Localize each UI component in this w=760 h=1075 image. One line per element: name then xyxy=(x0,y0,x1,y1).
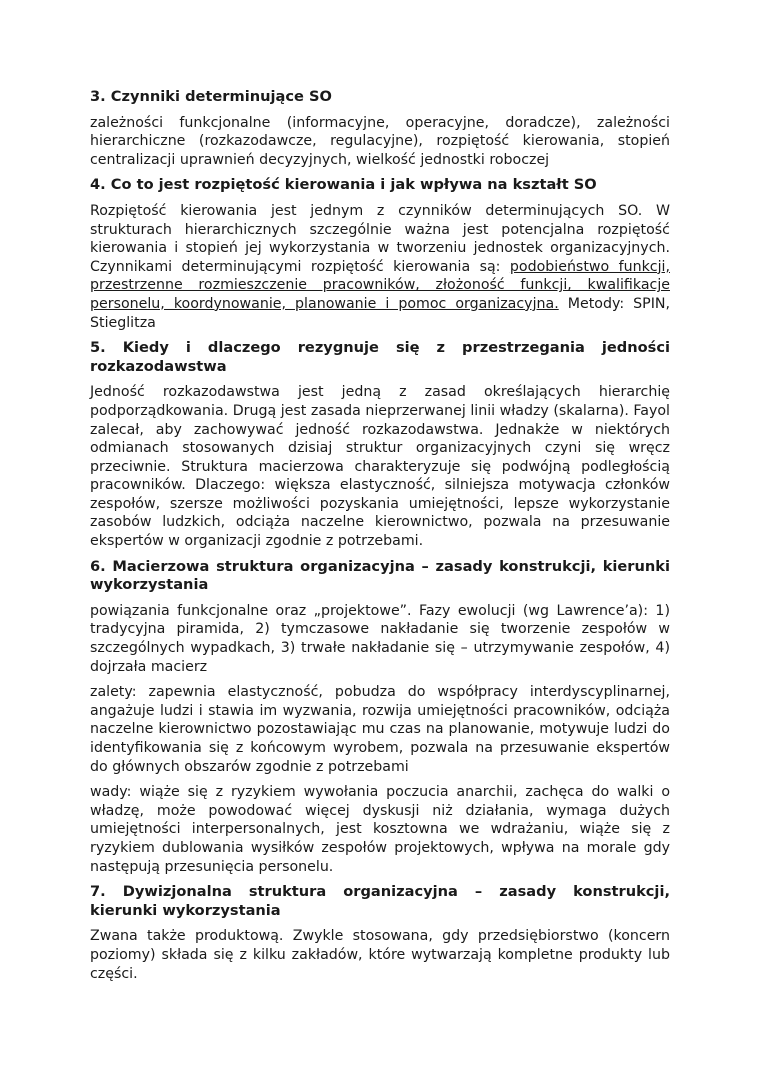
advantages-paragraph: zalety: zapewnia elastyczność, pobudza do współpracy interdyscyplinarnej, angażuje ludzi i stawia im wyzwania, rozwija umiejętności pracowników, odciąża naczelne kierownictwo pozostawiając mu czas na planowanie, motywuje ludzi do identyfikowania się z końcowym wyrobem, pozwala na przesuwanie ekspertów do głównych obszarów zgodnie z potrzebami xyxy=(90,684,670,775)
section-heading: 3. Czynniki determinujące SO xyxy=(90,88,332,105)
section-3 xyxy=(90,88,670,169)
section-7 xyxy=(90,883,670,983)
section-paragraph xyxy=(90,202,670,332)
section-5 xyxy=(90,339,670,551)
section-heading: 7. Dywizjonalna struktura organizacyjna – zasady konstrukcji, kierunki wykorzystania xyxy=(90,883,670,919)
underlined-factors: podobieństwo funkcji, przestrzenne rozmieszczenie pracowników, złożoność funkcji, kwalifikacje personelu, koordynowanie, planowanie i pomoc organizacyjna. xyxy=(90,258,670,312)
paragraph-intro: Rozpiętość kierowania jest jednym z czynników determinujących SO. W strukturach hierarchicznych szczególnie ważna jest potencjalna rozpiętość kierowania i stopień jej wykorzystania w tworzeniu jednostek organizacyjnych. Czynnikami determinującymi rozpiętość kierowania są: xyxy=(90,202,670,275)
section-heading: 4. Co to jest rozpiętość kierowania i jak wpływa na kształt SO xyxy=(90,176,597,194)
section-paragraph: Jedność rozkazodawstwa jest jedną z zasad określających hierarchię podporządkowania. Drugą jest zasada nieprzerwanej linii władzy (skalarna). Fayol zalecał, aby zachowywać jedność rozkazodawstwa. Jednakże w niektórych odmianach stosowanych dzisiaj struktur organizacyjnych czyni się wręcz przeciwnie. Struktura macierzowa charakteryzuje się podwójną podległością pracowników. Dlaczego: większa elastyczność, silniejsza motywacja członków zespołów, szersze możliwości pozyskania umiejętności, lepsze wykorzystanie zasobów ludzkich, odciąża naczelne kierownictwo, pozwala na przesuwanie ekspertów w organizacji zgodnie z potrzebami. xyxy=(90,384,670,550)
document-page xyxy=(90,88,670,987)
section-heading: 5. Kiedy i dlaczego rezygnuje się z przestrzegania jedności rozkazodawstwa xyxy=(90,339,670,375)
section-paragraph: Zwana także produktową. Zwykle stosowana, gdy przedsiębiorstwo (koncern poziomy) składa się z kilku zakładów, które wytwarzają kompletne produkty lub części. xyxy=(90,928,670,982)
paragraph-tail: Metody: SPIN, Stieglitza xyxy=(90,295,671,331)
section-6 xyxy=(90,558,670,877)
section-paragraph: zależności funkcjonalne (informacyjne, operacyjne, doradcze), zależności hierarchiczne (rozkazodawcze, regulacyjne), rozpiętość kierowania, stopień centralizacji uprawnień decyzyjnych, wielkość jednostki roboczej xyxy=(90,114,670,168)
disadvantages-paragraph: wady: wiąże się z ryzykiem wywołania poczucia anarchii, zachęca do walki o władzę, może powodować więcej dyskusji niż działania, wymaga dużych umiejętności interpersonalnych, jest kosztowna we wdrażaniu, wiąże się z ryzykiem dublowania wysiłków zespołów projektowych, wpływa na morale gdy następują przesunięcia personelu. xyxy=(90,784,670,875)
section-paragraph: powiązania funkcjonalne oraz „projektowe”. Fazy ewolucji (wg Lawrence’a): 1) tradycyjna piramida, 2) tymczasowe nakładanie się tworzenie zespołów w szczególnych wypadkach, 3) trwałe nakładanie się – utrzymywanie zespołów, 4) dojrzała macierz xyxy=(90,602,670,675)
section-heading: 6. Macierzowa struktura organizacyjna – zasady konstrukcji, kierunki wykorzystania xyxy=(90,557,670,594)
section-4 xyxy=(90,176,670,332)
